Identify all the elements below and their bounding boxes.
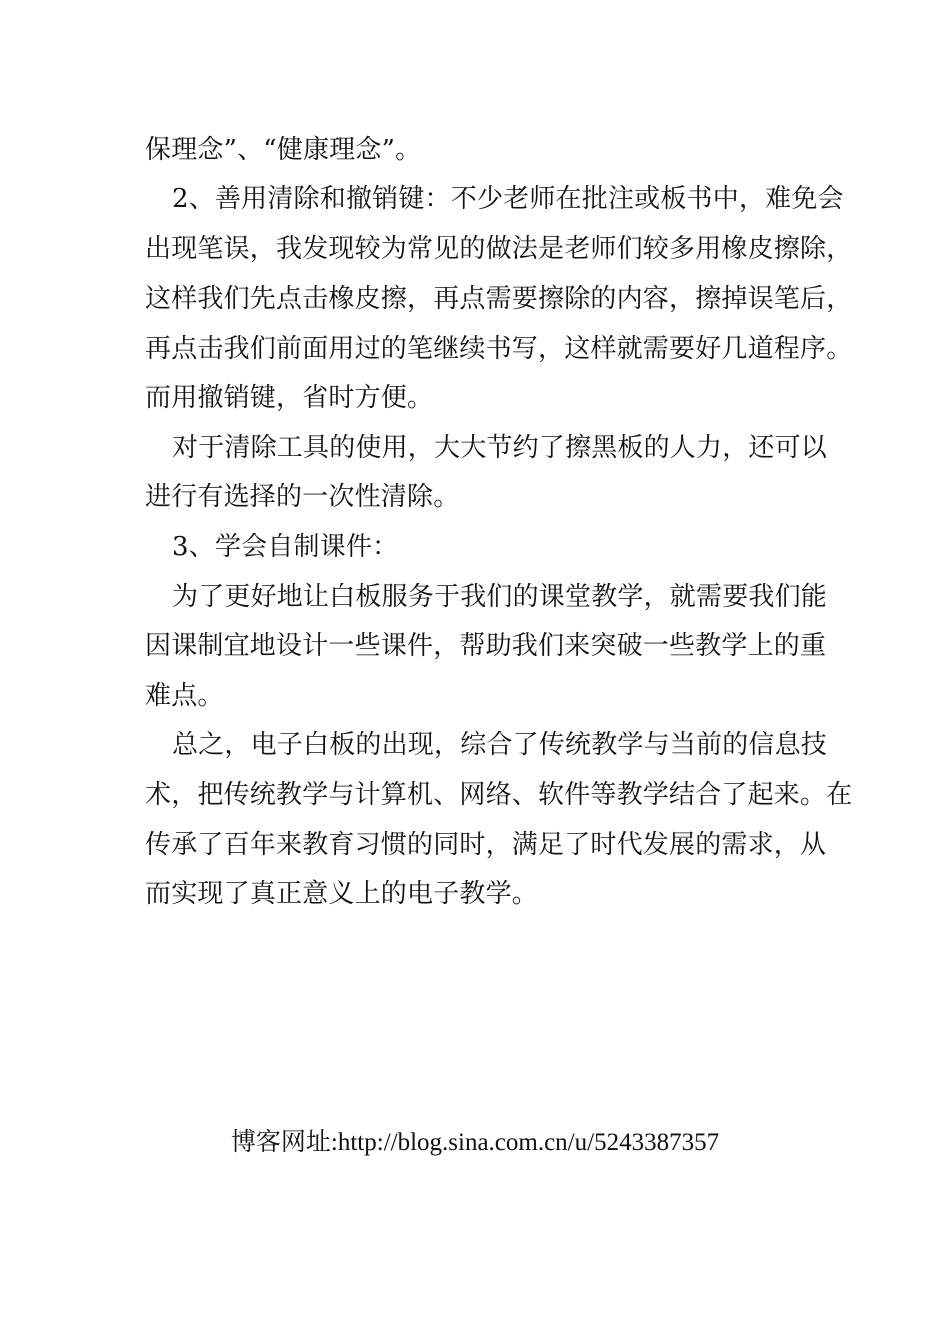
- text-line: 3、学会自制课件：: [172, 532, 399, 562]
- text-line: 总之，电子白板的出现，综合了传统教学与当前的信息技: [172, 730, 828, 760]
- text-line: 对于清除工具的使用，大大节约了擦黑板的人力，还可以: [172, 433, 828, 463]
- text-line: 出现笔误，我发现较为常见的做法是老师们较多用橡皮擦除，: [145, 234, 853, 264]
- text-line: 而实现了真正意义上的电子教学。: [145, 879, 539, 909]
- text-line: 这样我们先点击橡皮擦，再点需要擦除的内容，擦掉误笔后，: [145, 284, 853, 314]
- text-line: 术，把传统教学与计算机、网络、软件等教学结合了起来。在: [145, 780, 853, 810]
- text-line: 2、善用清除和撤销键：不少老师在批注或板书中，难免会: [172, 184, 844, 214]
- text-line: 保理念”、“健康理念”。: [145, 135, 422, 165]
- text-line: 为了更好地让白板服务于我们的课堂教学，就需要我们能: [172, 582, 828, 612]
- text-line: 再点击我们前面用过的笔继续书写，这样就需要好几道程序。: [145, 334, 853, 364]
- blog-url-footer: 博客网址:http://blog.sina.com.cn/u/5243387357: [230, 1129, 720, 1156]
- text-line: 传承了百年来教育习惯的同时，满足了时代发展的需求，从: [145, 830, 827, 860]
- text-line: 难点。: [145, 681, 224, 711]
- text-line: 因课制宜地设计一些课件，帮助我们来突破一些教学上的重: [145, 631, 827, 661]
- text-line: 进行有选择的一次性清除。: [145, 482, 460, 512]
- text-line: 而用撤销键，省时方便。: [145, 383, 434, 413]
